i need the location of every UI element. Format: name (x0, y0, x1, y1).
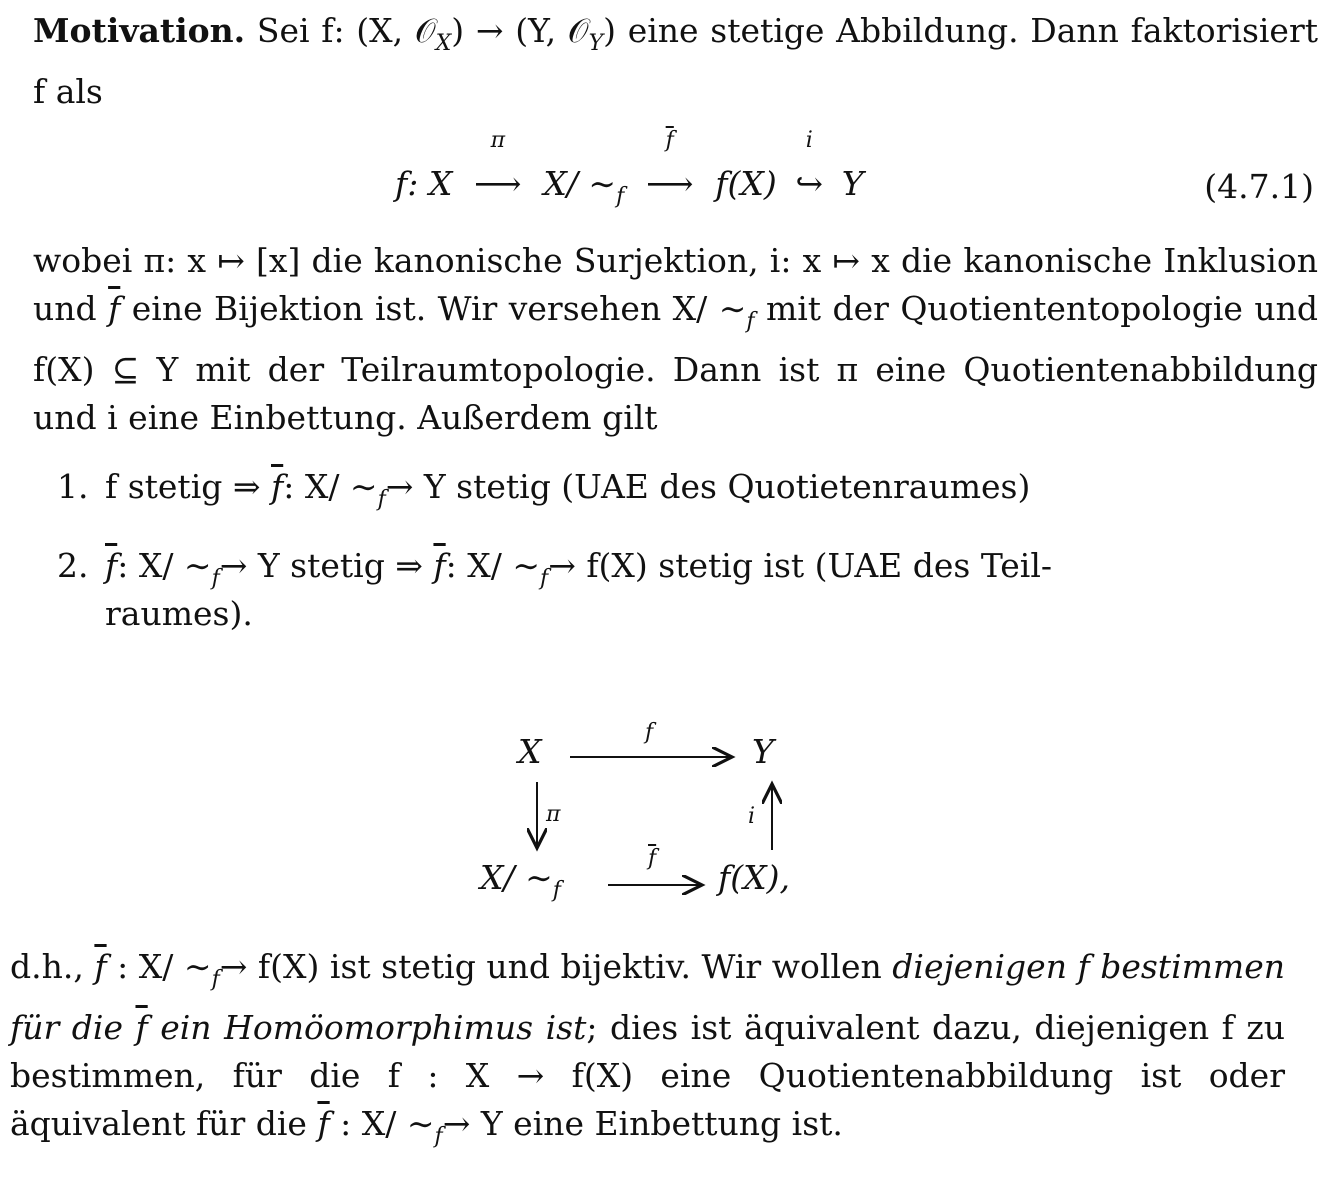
p3-sub-2: f (434, 1124, 443, 1149)
p3-text-4: ; dies ist äquivalent dazu, diejenigen f zu bestimmen, für die f : X → f(X) eine Quotientenabbildung ist oder äquivalent für die (10, 1008, 1285, 1143)
p2-fbar: $\overline{f}$ (108, 289, 121, 328)
motivation-paragraph (33, 7, 1318, 116)
list-number-2: 2. (57, 546, 89, 585)
p3-text-6: → Y eine Einbettung ist. (442, 1104, 843, 1143)
motivation-text-1: Sei f: (X, 𝒪 (256, 11, 436, 50)
p2-text-1: wobei π: x ↦ [x] die kanonische Surjektion, i: x ↦ x die kanonische Inklusion und (33, 241, 1318, 328)
equation-number: (4.7.1) (1204, 167, 1314, 206)
p3-fbar-1: $\overline{f}$ (94, 947, 107, 986)
fbar-arrow: $\overline{f}$ ⟶ (635, 160, 705, 208)
li1-text-1: f stetig ⇒ (105, 467, 271, 506)
commutative-diagram (470, 720, 850, 920)
top-arrow-label: f (645, 720, 654, 745)
explanation-paragraph (33, 237, 1318, 442)
motivation-sub-x: X (435, 31, 452, 56)
list-item-1 (57, 463, 1317, 524)
node-bottom-left-sub: f (552, 878, 561, 903)
p3-sub-1: f (211, 967, 220, 992)
li2-text-1: : X/ ∼ (117, 546, 212, 585)
li1-text-2: : X/ ∼ (283, 467, 378, 506)
right-arrow-label: i (748, 804, 756, 829)
inclusion-arrow: i ↪ (787, 160, 831, 208)
p3-text-5: : X/ ∼ (329, 1104, 435, 1143)
li1-sub: f (377, 487, 386, 512)
motivation-sub-y: Y (588, 31, 604, 56)
list-number-1: 1. (57, 467, 89, 506)
li1-fbar: $\overline{f}$ (271, 467, 284, 506)
equation-target: Y (841, 164, 864, 203)
p3-text-1: d.h., (10, 947, 95, 986)
fbar-arrow-label: $\overline{f}$ (665, 128, 674, 153)
equation-quotient-sub: f (616, 184, 625, 209)
li2-fbar-2: $\overline{f}$ (433, 546, 446, 585)
factorization-equation (395, 128, 864, 220)
equation-quotient: X/ ∼ (543, 164, 617, 203)
equation-lhs: f: X (395, 164, 453, 203)
p2-text-3: mit der Quotiententopologie und f(X) ⊆ Y mit der Teilraumtopologie. Dann ist π eine Quotientenabbildung und i eine Einbettung. Außerdem gilt (33, 289, 1318, 437)
node-bottom-left-text: X/ ∼ (480, 858, 553, 897)
p3-emphasis-2: ein Homöomorphimus ist (147, 1008, 587, 1047)
li2-text-4: → f(X) stetig ist (UAE des Teil- (548, 546, 1053, 585)
li2-sub-2: f (540, 566, 549, 591)
motivation-heading: Motivation. (33, 11, 246, 50)
equation-image: f(X) (715, 164, 777, 203)
node-bottom-right: f(X), (718, 858, 790, 897)
li2-fbar-1: $\overline{f}$ (105, 546, 118, 585)
node-top-left: X (518, 732, 542, 771)
inclusion-arrow-label: i (805, 128, 813, 153)
node-bottom-left (480, 858, 561, 903)
p3-fbar-3: $\overline{f}$ (317, 1104, 330, 1143)
bottom-arrow-label: $\overline{f}$ (648, 846, 657, 871)
p2-text-2: eine Bijektion ist. Wir versehen X/ ∼ (120, 289, 747, 328)
p3-text-3: → f(X) ist stetig und bijektiv. Wir wollen (219, 947, 893, 986)
li2-text-2: → Y stetig ⇒ (219, 546, 434, 585)
p2-sub: f (746, 309, 755, 334)
motivation-text-3: ) eine stetige Abbildung. Dann faktorisiert f als (33, 11, 1319, 111)
node-top-right: Y (752, 732, 774, 771)
li2-text-3: : X/ ∼ (445, 546, 541, 585)
conclusion-paragraph (10, 943, 1285, 1161)
p3-emphasis-1: diejenigen f bestimmen für die (10, 947, 1285, 1047)
p3-fbar-2: $\overline{f}$ (135, 1008, 148, 1047)
motivation-text-2: ) → (Y, 𝒪 (451, 11, 589, 50)
p3-text-2: : X/ ∼ (106, 947, 212, 986)
pi-arrow-label: π (490, 128, 506, 153)
list-item-2-continuation: raumes). (105, 594, 253, 633)
pi-arrow: π ⟶ (463, 160, 533, 208)
left-arrow-label: π (546, 802, 561, 827)
li2-sub-1: f (211, 566, 220, 591)
li1-text-3: → Y stetig (UAE des Quotietenraumes) (385, 467, 1031, 506)
